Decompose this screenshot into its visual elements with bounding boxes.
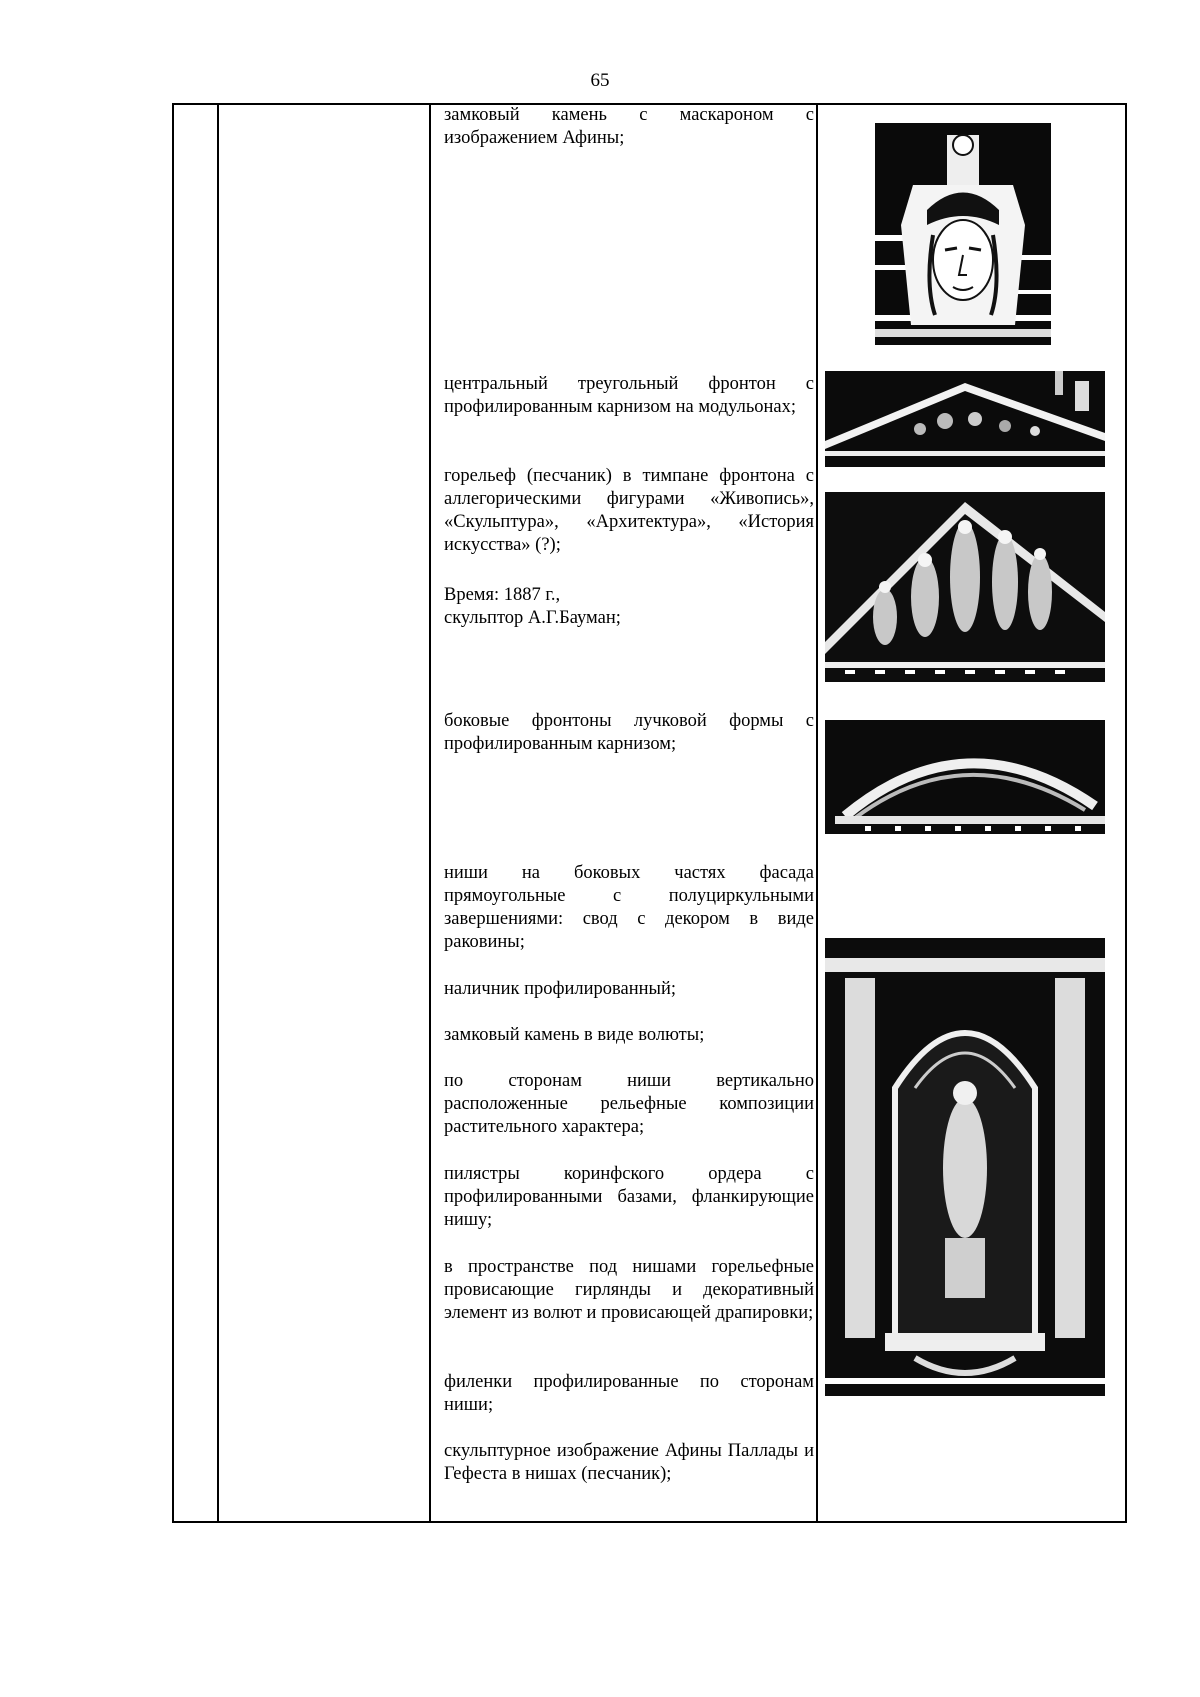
arch-pediment-photo-icon: [825, 706, 1105, 834]
entry-time: Время: 1887 г.,: [444, 585, 561, 605]
mascaron-photo-icon: [875, 115, 1051, 345]
column-divider-3: [816, 105, 818, 1521]
entry-panels: филенки профилированные по сторонам ниши;: [444, 1372, 814, 1415]
entry-plant-reliefs: по сторонам ниши вертикально расположенные рельефные композиции растительного характера;: [444, 1071, 814, 1137]
entry-keystone-athena: замковый камень с маскароном с изображением Афины;: [444, 105, 814, 148]
column-divider-2: [429, 105, 431, 1521]
entry-pilasters: пилястры коринфского ордера с профилированными базами, фланкирующие нишу;: [444, 1164, 814, 1230]
page-number: 65: [590, 70, 610, 91]
entry-side-pediments: боковые фронтоны лучковой формы с профилированным карнизом;: [444, 711, 814, 754]
pediment-photo-icon: [825, 371, 1105, 467]
entry-niches: ниши на боковых частях фасада прямоугольные с полуциркульными завершениями: свод с декором в виде раковины;: [444, 863, 814, 952]
column-divider-1: [217, 105, 219, 1521]
entry-keystone-volute: замковый камень в виде волюты;: [444, 1025, 705, 1045]
entry-garlands: в пространстве под нишами горельефные провисающие гирлянды и декоративный элемент из волют и провисающей драпировки;: [444, 1257, 814, 1323]
relief-photo-icon: [825, 492, 1105, 682]
niche-statue-photo-icon: [825, 938, 1105, 1396]
entry-architrave: наличник профилированный;: [444, 979, 677, 999]
entry-high-relief: горельеф (песчаник) в тимпане фронтона с аллегорическими фигурами «Живопись», «Скульптура», «Архитектура», «История искусства» (?);: [444, 466, 814, 555]
entry-sculptor: скульптор А.Г.Бауман;: [444, 608, 621, 628]
entry-central-pediment: центральный треугольный фронтон с профилированным карнизом на модульонах;: [444, 374, 814, 417]
entry-sculptures: скульптурное изображение Афины Паллады и Гефеста в нишах (песчаник);: [444, 1441, 814, 1484]
